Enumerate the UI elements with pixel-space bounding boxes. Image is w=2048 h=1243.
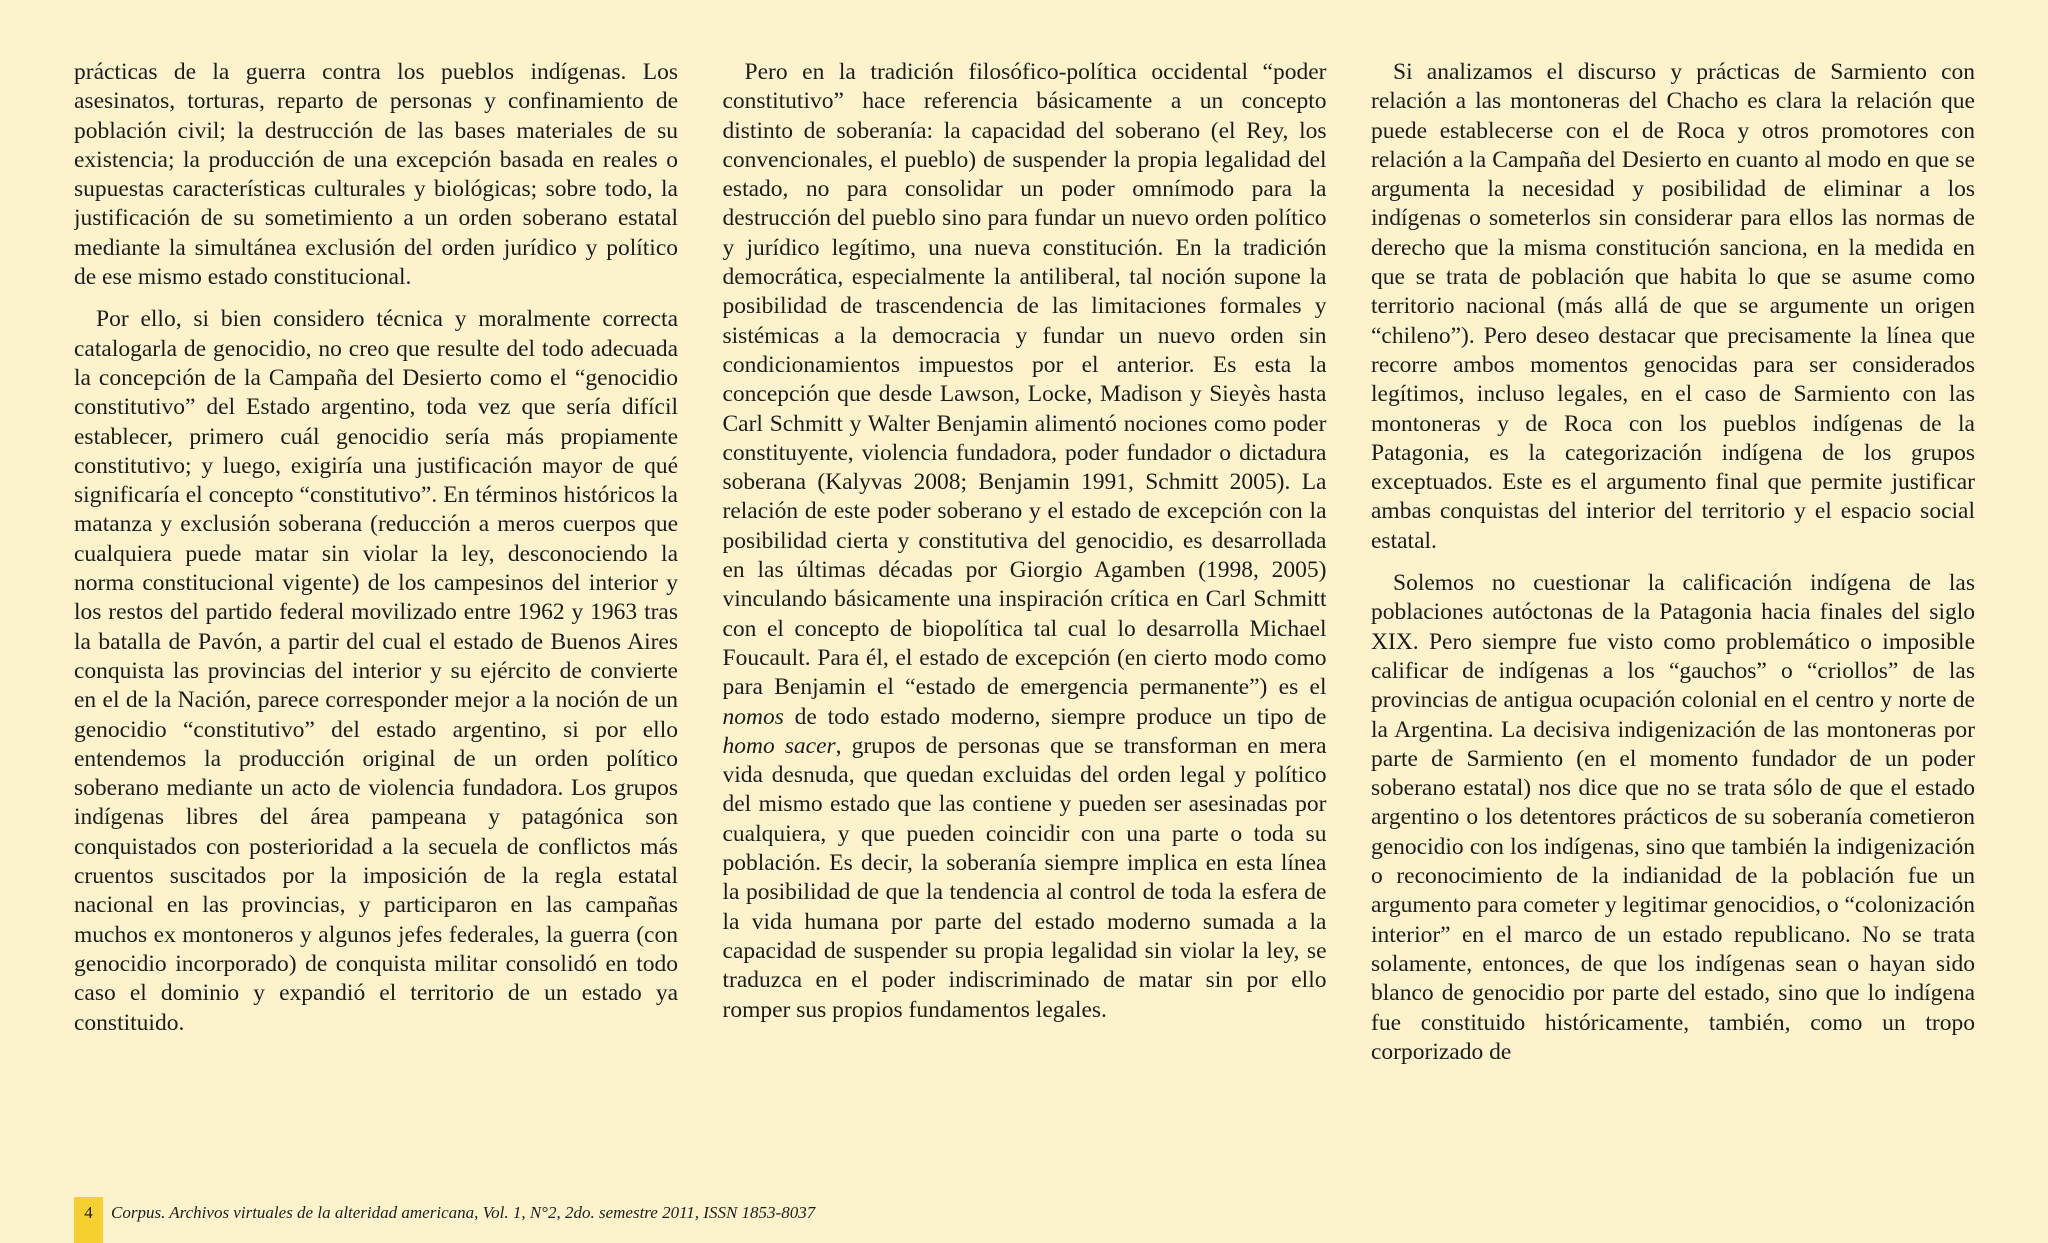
paragraph-text: de todo estado moderno, siempre produce un tipo de xyxy=(783,703,1327,730)
paragraph: prácticas de la guerra contra los pueblos indígenas. Los asesinatos, torturas, reparto de personas y confinamiento de población civil; la destrucción de las bases materiales de su existencia; la producción de una excepción basada en reales o supuestas características culturales y biológicas; sobre todo, la justificación de su sometimiento a un orden soberano estatal mediante la simultánea exclusión del orden jurídico y político de ese mismo estado constitucional. xyxy=(74,59,678,291)
column-middle xyxy=(723,58,1327,1148)
column-right xyxy=(1371,58,1975,1148)
italic-term-homo-sacer: homo sacer xyxy=(722,732,836,759)
italic-term-nomos: nomos xyxy=(722,703,784,730)
paragraph-text: , grupos de personas que se transforman en mera vida desnuda, que quedan excluidas del orden legal y político del mismo estado que las contiene y pueden ser asesinadas por cualquiera, y que pueden coincidir con una parte o toda su población. Es decir, la soberanía siempre implica en esta línea la posibilidad de que la tendencia al control de toda la esfera de la vida humana por parte del estado moderno sumada a la capacidad de suspender su propia legalidad sin violar la ley, se traduzca en el poder indiscriminado de matar sin por ello romper sus propios fundamentos legales. xyxy=(722,732,1327,1023)
article-body xyxy=(74,58,1975,1148)
paragraph xyxy=(723,58,1327,1025)
paragraph: Por ello, si bien considero técnica y moralmente correcta catalogarla de genocidio, no creo que resulte del todo adecuada la concepción de la Campaña del Desierto como el “genocidio constitutivo” del Estado argentino, toda vez que sería difícil establecer, primero cuál genocidio sería más propiamente constitutivo; y luego, exigiría una justificación mayor de qué significaría el concepto “constitutivo”. En términos históricos la matanza y exclusión soberana (reducción a meros cuerpos que cualquiera puede matar sin violar la ley, desconociendo la norma constitucional vigente) de los campesinos del interior y los restos del partido federal movilizado entre 1962 y 1963 tras la batalla de Pavón, a partir del cual el estado de Buenos Aires conquista las provincias del interior y su ejército de convierte en el de la Nación, parece corresponder mejor a la noción de un genocidio “constitutivo” del estado argentino, si por ello entendemos la producción original de un orden político soberano mediante un acto de violencia fundadora. Los grupos indígenas libres del área pampeana y patagónica son conquistados con posterioridad a la secuela de conflictos más cruentos suscitados por la imposición de la regla estatal nacional en las provincias, y participaron en las campañas muchos ex montoneros y algunos jefes federales, la guerra (con genocidio incorporado) de conquista militar consolidó en todo caso el dominio y expandió el territorio de un estado ya constituido. xyxy=(74,306,678,1036)
paragraph: Si analizamos el discurso y prácticas de Sarmiento con relación a las montoneras del Chacho es clara la relación que puede establecerse con el de Roca y otros promotores con relación a la Campaña del Desierto en cuanto al modo en que se argumenta la necesidad y posibilidad de eliminar a los indígenas o someterlos sin considerar para ellos las normas de derecho que la misma constitución sanciona, en la medida en que se trata de población que habita lo que se asume como territorio nacional (más allá de que se argumente un origen “chileno”). Pero deseo destacar que precisamente la línea que recorre ambos momentos genocidas para ser considerados legítimos, incluso legales, en el caso de Sarmiento con las montoneras y de Roca con los pueblos indígenas de la Patagonia, es la categorización indígena de los grupos exceptuados. Este es el argumento final que permite justificar ambas conquistas del interior del territorio y el espacio social estatal. xyxy=(1371,59,1975,554)
page-number-badge xyxy=(74,1197,103,1243)
page-number: 4 xyxy=(84,1203,93,1222)
column-left xyxy=(74,58,678,1148)
paragraph-text: Pero en la tradición filosófico-política occidental “poder constitutivo” hace referencia básicamente a un concepto distinto de soberanía: la capacidad del soberano (el Rey, los convencionales, el pueblo) de suspender la propia legalidad del estado, no para consolidar un poder omnímodo para la destrucción del pueblo sino para fundar un nuevo orden político y jurídico legítimo, una nueva constitución. En la tradición democrática, especialmente la antiliberal, tal noción supone la posibilidad de trascendencia de las limitaciones formales y sistémicas a la democracia y fundar un nuevo orden sin condicionamientos impuestos por el anterior. Es esta la concepción que desde Lawson, Locke, Madison y Sieyès hasta Carl Schmitt y Walter Benjamin alimentó nociones como poder constituyente, violencia fundadora, poder fundador o dictadura soberana (Kalyvas 2008; Benjamin 1991, Schmitt 2005). La relación de este poder soberano y el estado de excepción con la posibilidad cierta y constitutiva del genocidio, es desarrollada en las últimas décadas por Giorgio Agamben (1998, 2005) vinculando básicamente una inspiración crítica en Carl Schmitt con el concepto de biopolítica tal cual lo desarrolla Michael Foucault. Para él, el estado de excepción (en cierto modo como para Benjamin el “estado de emergencia permanente”) es el xyxy=(722,59,1327,701)
page-footer xyxy=(74,1197,815,1243)
journal-citation: Corpus. Archivos virtuales de la alteridad americana, Vol. 1, N°2, 2do. semestre 2011, ISSN 1853-8037 xyxy=(111,1203,816,1222)
paragraph: Solemos no cuestionar la calificación indígena de las poblaciones autóctonas de la Patagonia hacia finales del siglo XIX. Pero siempre fue visto como problemático o imposible calificar de indígenas a los “gauchos” o “criollos” de las provincias de antigua ocupación colonial en el centro y norte de la Argentina. La decisiva indigenización de las montoneras por parte de Sarmiento (en el momento fundador de un poder soberano estatal) nos dice que no se trata sólo de que el estado argentino o los detentores prácticos de su soberanía cometieron genocidio con los indígenas, sino que también la indigenización o reconocimiento de la indianidad de la población fue un argumento para cometer y legitimar genocidios, o “colonización interior” en el marco de un estado republicano. No se trata solamente, entonces, de que los indígenas sean o hayan sido blanco de genocidio por parte del estado, sino que lo indígena fue constituido históricamente, también, como un tropo corporizado de xyxy=(1371,570,1975,1065)
